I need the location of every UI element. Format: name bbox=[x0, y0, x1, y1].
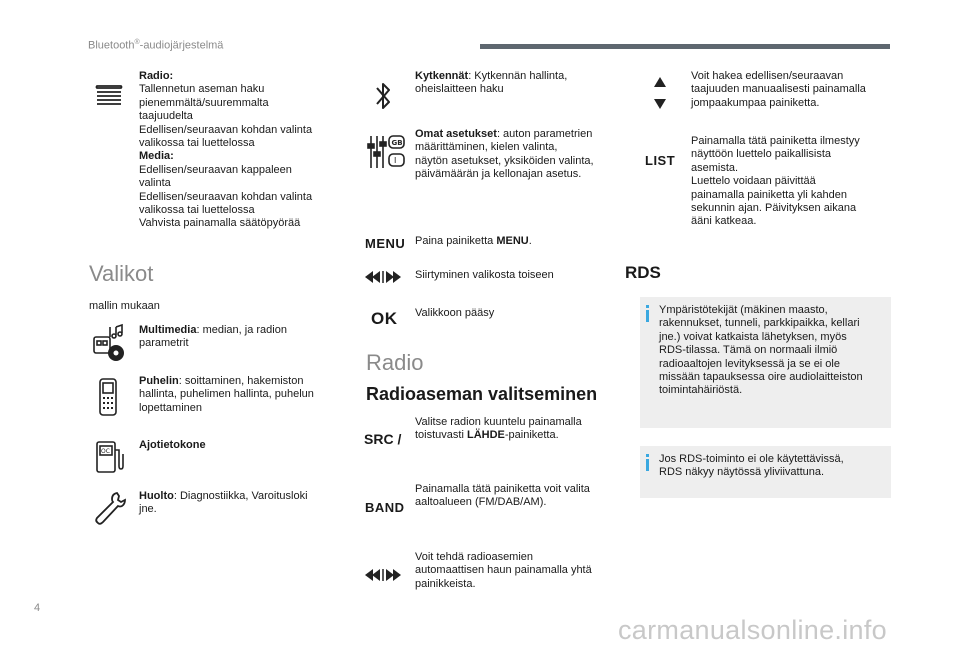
info-rds-unavailable-text: Jos RDS-toiminto ei ole käytettävissä, RDS näkyy näytössä yliviivattuna. bbox=[659, 453, 844, 479]
auto-search-arrows-icon bbox=[365, 568, 401, 582]
multimedia-description: Multimedia: median, ja radion parametrit bbox=[139, 324, 287, 350]
list-icon bbox=[94, 83, 124, 105]
arrows-description: Voit hakea edellisen/seuraavan taajuuden manuaalisesti painamalla jompaakumpaa painiketta. bbox=[691, 70, 866, 109]
kytkennat-description: Kytkennät: Kytkennän hallinta, oheislaitteen haku bbox=[415, 70, 568, 96]
seek-arrows-icon bbox=[365, 270, 401, 284]
siirtyminen-description: Siirtyminen valikosta toiseen bbox=[415, 269, 554, 281]
heading-valikot: Valikot bbox=[89, 261, 154, 286]
multimedia-icon bbox=[90, 323, 130, 361]
info-rds-text: Ympäristötekijät (mäkinen maasto, rakennukset, tunneli, parkkipaikka, kellari jne.) voivat katkaista lähetyksen, myös RDS-tilassa. Tämä on normaali ilmiö radioaaltojen levityksessä ja se ei ole missään tapauksessa oire audiolaitteiston toimintahäiriöstä. bbox=[659, 304, 863, 397]
voit-tehda-description: Voit tehdä radioasemien automaattisen haun painamalla yhtä painikkeista. bbox=[415, 551, 592, 590]
mallin-mukaan: mallin mukaan bbox=[89, 300, 160, 312]
band-description: Painamalla tätä painiketta voit valita aaltoalueen (FM/DAB/AM). bbox=[415, 483, 590, 509]
list-description: Painamalla tätä painiketta ilmestyy näyttöön luettelo paikallisista asemista. Luettelo voidaan päivittää painamalla painiketta yli kahden sekunnin ajan. Päivityksen aikana ääni katkeaa. bbox=[691, 135, 860, 228]
heading-radio: Radio bbox=[366, 350, 424, 375]
ajotietokone-label: Ajotietokone bbox=[139, 439, 206, 451]
ok-button-label: OK bbox=[371, 309, 398, 328]
puhelin-description: Puhelin: soittaminen, hakemiston hallinta, puhelimen hallinta, puhelun lopettaminen bbox=[139, 375, 314, 414]
band-button-label: BAND bbox=[365, 500, 405, 515]
info-icon bbox=[646, 454, 649, 457]
info-icon bbox=[646, 305, 649, 308]
svg-text:GB: GB bbox=[391, 139, 403, 147]
info-icon-bar bbox=[646, 459, 649, 471]
menu-button-label: MENU bbox=[365, 236, 406, 251]
header-bar bbox=[480, 44, 890, 49]
page-number: 4 bbox=[34, 602, 41, 614]
settings-icon bbox=[367, 132, 407, 172]
section-title: Bluetooth®-audiojärjestelmä bbox=[88, 39, 224, 52]
radio-description: Radio: Tallennetun aseman haku pienemmältä/suuremmalta taajuudelta Edellisen/seuraavan kohdan valinta valikossa tai luettelossa Media: Edellisen/seuraavan kappaleen valinta Edellisen/seuraavan kohdan valinta valikossa tai luettelossa Vahvista painamalla säätöpyörää bbox=[139, 70, 313, 230]
src-button-label: SRC / bbox=[364, 431, 402, 447]
watermark: carmanualsonline.info bbox=[618, 615, 887, 645]
info-icon-bar bbox=[646, 310, 649, 322]
valitse-description: Valitse radion kuuntelu painamalla toistuvasti LÄHDE-painiketta. bbox=[415, 416, 582, 442]
svg-text:I: I bbox=[394, 156, 397, 165]
valikkoon-description: Valikkoon pääsy bbox=[415, 307, 495, 319]
omat-asetukset-description: Omat asetukset: auton parametrien määrittäminen, kielen valinta, näytön asetukset, yksiköiden valinta, päivämäärän ja kellonajan asetus. bbox=[415, 128, 594, 181]
list-button-label: LIST bbox=[645, 153, 676, 168]
bluetooth-icon bbox=[373, 78, 395, 114]
wrench-icon bbox=[93, 490, 127, 526]
huolto-description: Huolto: Diagnostiikka, Varoitusloki jne. bbox=[139, 490, 308, 516]
phone-icon bbox=[98, 377, 118, 417]
heading-radioaseman-valitseminen: Radioaseman valitseminen bbox=[366, 384, 598, 404]
heading-rds: RDS bbox=[625, 263, 661, 282]
svg-text:OC: OC bbox=[101, 448, 110, 455]
menu-description: Paina painiketta MENU. bbox=[415, 235, 532, 247]
fuel-pump-icon bbox=[95, 440, 125, 474]
up-down-arrows-icon bbox=[653, 76, 667, 110]
